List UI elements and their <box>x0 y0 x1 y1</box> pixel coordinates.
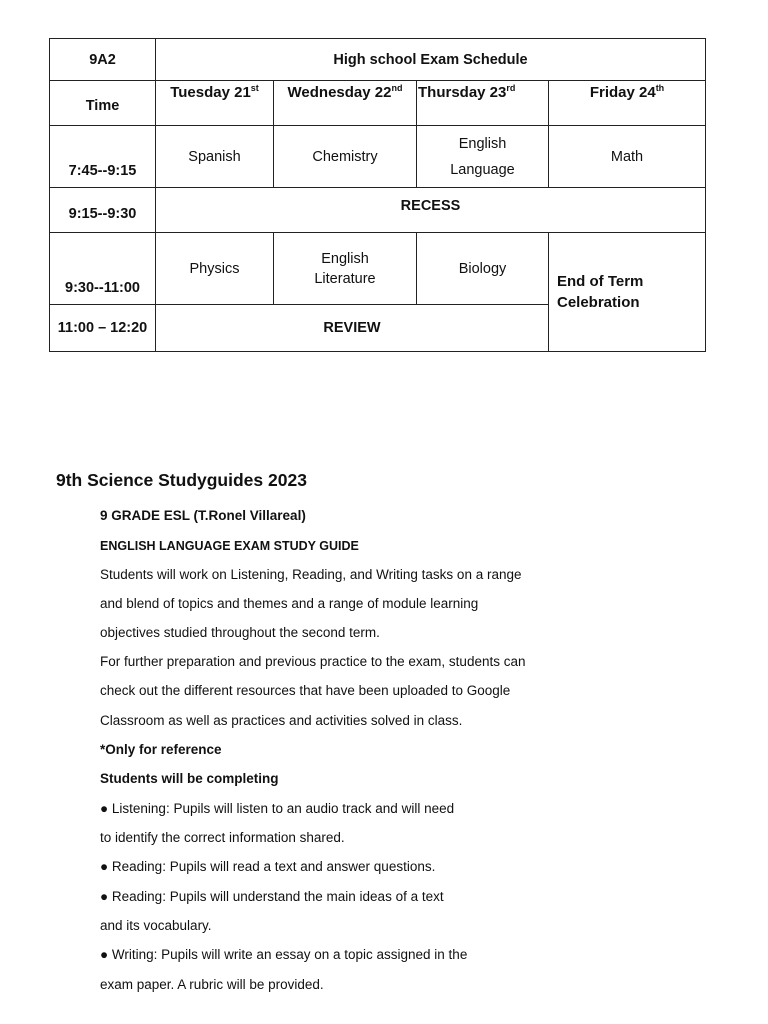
day-name: Wednesday 22 <box>287 84 392 101</box>
day-name: Friday 24 <box>589 84 656 101</box>
time-header: Time <box>50 81 156 126</box>
celebration-line: Celebration <box>557 294 640 311</box>
day-name: Tuesday 21 <box>170 84 251 101</box>
bullet-line: to identify the correct information shared. <box>100 830 345 845</box>
exam-tuesday: Physics <box>156 233 274 305</box>
bullet-line: ● Writing: Pupils will write an essay on a topic assigned in the <box>100 947 468 962</box>
exam-line: English <box>321 250 369 267</box>
completing-heading: Students will be completing <box>100 771 279 786</box>
bullet-line: ● Reading: Pupils will understand the main ideas of a text <box>100 889 444 904</box>
guide-text-line: and blend of topics and themes and a range of module learning <box>100 596 479 611</box>
day-suffix: th <box>655 83 665 93</box>
time-slot: 9:15--9:30 <box>50 188 156 233</box>
review-label: REVIEW <box>156 305 549 352</box>
exam-friday: Math <box>549 126 706 188</box>
exam-tuesday: Spanish <box>156 126 274 188</box>
exam-line: English <box>458 135 507 152</box>
bullet-line: ● Reading: Pupils will read a text and answer questions. <box>100 859 436 874</box>
guide-heading: ENGLISH LANGUAGE EXAM STUDY GUIDE <box>100 539 359 553</box>
time-slot: 11:00 – 12:20 <box>50 305 156 352</box>
guide-text-line: objectives studied throughout the second term. <box>100 625 380 640</box>
guide-text-line: check out the different resources that have been uploaded to Google <box>100 683 511 698</box>
bullet-line: ● Listening: Pupils will listen to an audio track and will need <box>100 801 455 816</box>
study-guide-title: 9th Science Studyguides 2023 <box>56 470 307 490</box>
bullet-line: exam paper. A rubric will be provided. <box>100 977 324 992</box>
class-label: 9A2 <box>50 39 156 81</box>
time-slot: 7:45--9:15 <box>50 126 156 188</box>
day-suffix: st <box>250 83 259 93</box>
exam-thursday: Biology <box>417 233 549 305</box>
guide-text-line: Classroom as well as practices and activities solved in class. <box>100 713 463 728</box>
day-suffix: nd <box>391 83 403 93</box>
day-name: Thursday 23 <box>418 84 507 101</box>
recess-label: RECESS <box>156 188 706 233</box>
exam-line: Language <box>450 161 515 178</box>
celebration-line: End of Term <box>557 273 644 290</box>
exam-line: Literature <box>314 270 376 287</box>
guide-text-line: Students will work on Listening, Reading, and Writing tasks on a range <box>100 567 522 582</box>
day-suffix: rd <box>506 83 516 93</box>
time-slot: 9:30--11:00 <box>50 233 156 305</box>
bullet-line: and its vocabulary. <box>100 918 212 933</box>
exam-wednesday: Chemistry <box>274 126 417 188</box>
guide-text-line: For further preparation and previous practice to the exam, students can <box>100 654 526 669</box>
course-title: 9 GRADE ESL (T.Ronel Villareal) <box>100 508 306 523</box>
schedule-title: High school Exam Schedule <box>156 39 706 81</box>
reference-note: *Only for reference <box>100 742 222 757</box>
